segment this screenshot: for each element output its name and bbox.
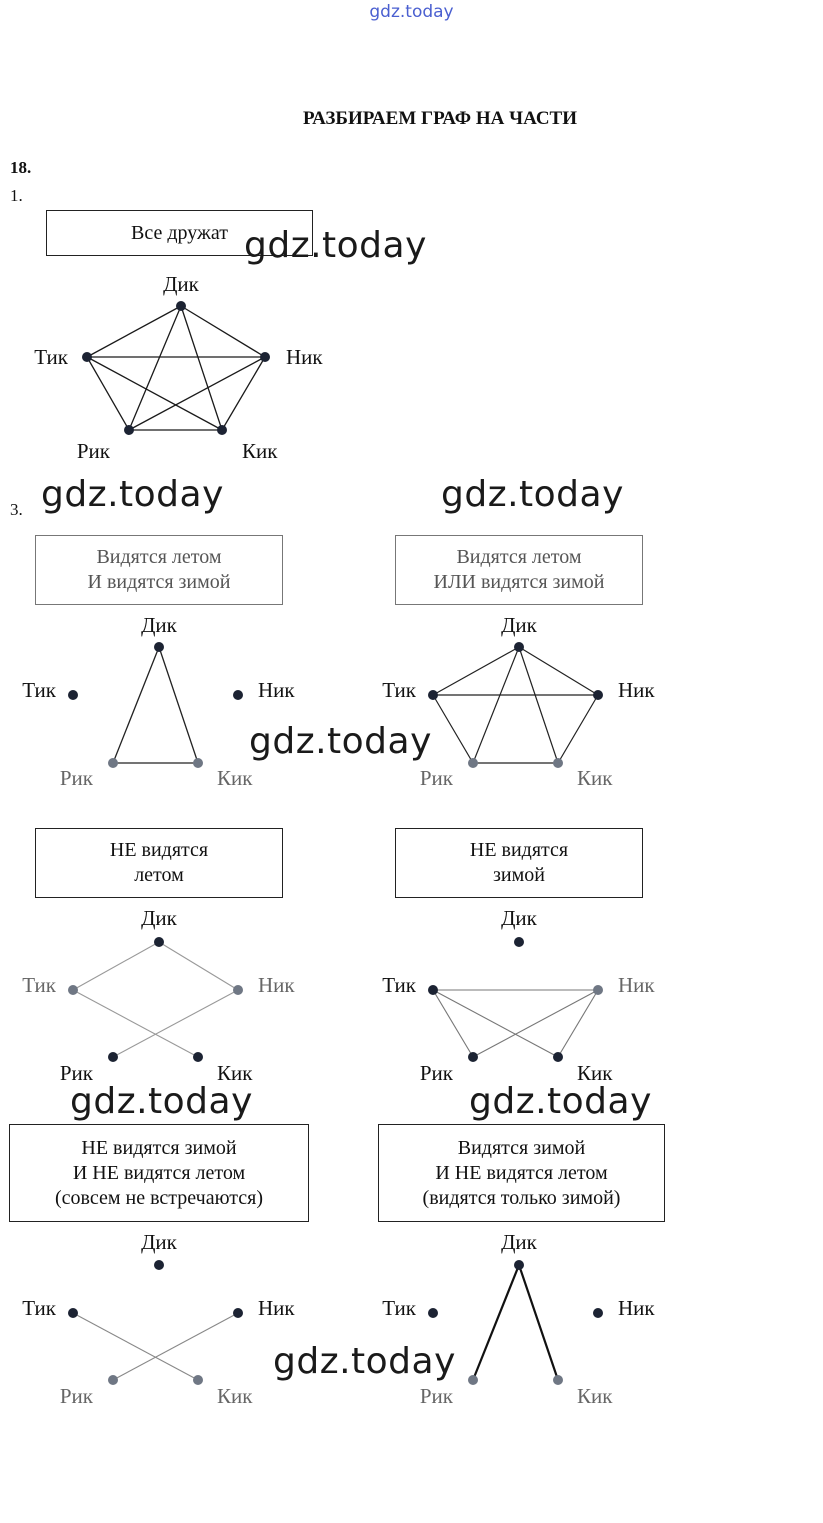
edge-tik-kik [73, 990, 198, 1057]
node-label-nik: Ник [618, 973, 655, 997]
edge-dik-kik [519, 647, 558, 763]
node-rik [468, 1052, 478, 1062]
node-rik [108, 758, 118, 768]
caption-line: Видятся летом [456, 546, 582, 568]
node-rik [108, 1375, 118, 1385]
part-1-label: 1. [10, 186, 23, 205]
caption-line: И НЕ видятся летом [72, 1161, 246, 1184]
watermark: gdz.today [273, 1341, 456, 1382]
part-3-label: 3. [10, 500, 23, 519]
node-label-tik: Тик [382, 678, 416, 702]
node-dik [176, 301, 186, 311]
node-dik [154, 1260, 164, 1270]
edge-dik-nik [181, 306, 265, 357]
edge-nik-rik [113, 990, 238, 1057]
node-label-tik: Тик [382, 1296, 416, 1320]
node-label-dik: Дик [141, 1230, 177, 1254]
page-title: РАЗБИРАЕМ ГРАФ НА ЧАСТИ [302, 108, 578, 129]
edge-dik-rik [129, 306, 181, 430]
edge-tik-rik [433, 990, 473, 1057]
node-label-nik: Ник [286, 345, 323, 369]
caption-line: НЕ видятся [109, 839, 209, 861]
node-label-nik: Ник [258, 973, 295, 997]
node-tik [428, 985, 438, 995]
node-label-rik: Рик [59, 1061, 93, 1085]
node-label-rik: Рик [419, 1061, 453, 1085]
node-label-nik: Ник [258, 1296, 295, 1320]
node-kik [193, 1052, 203, 1062]
node-label-dik: Дик [501, 906, 537, 930]
node-dik [514, 1260, 524, 1270]
node-kik [553, 1052, 563, 1062]
site-header[interactable]: gdz.today [369, 2, 454, 22]
edge-nik-rik [113, 1313, 238, 1380]
node-label-rik: Рик [76, 439, 110, 463]
edge-dik-rik [113, 647, 159, 763]
node-label-nik: Ник [618, 1296, 655, 1320]
node-rik [468, 1375, 478, 1385]
node-label-dik: Дик [501, 613, 537, 637]
graph-1 [34, 272, 323, 463]
node-kik [553, 758, 563, 768]
node-label-tik: Тик [22, 973, 56, 997]
node-tik [68, 690, 78, 700]
watermark: gdz.today [249, 721, 432, 762]
node-label-kik: Кик [577, 1061, 613, 1085]
problem-number: 18. [10, 158, 32, 177]
node-label-dik: Дик [163, 272, 199, 296]
watermark: gdz.today [70, 1081, 253, 1122]
watermark: gdz.today [244, 225, 427, 266]
edge-nik-kik [558, 990, 598, 1057]
node-tik [68, 985, 78, 995]
node-label-dik: Дик [501, 1230, 537, 1254]
node-nik [233, 985, 243, 995]
node-rik [108, 1052, 118, 1062]
graph-2 [22, 613, 295, 790]
node-dik [514, 937, 524, 947]
edge-dik-tik [433, 647, 519, 695]
node-kik [553, 1375, 563, 1385]
caption-line: летом [134, 864, 184, 886]
edge-dik-kik [519, 1265, 558, 1380]
node-nik [233, 1308, 243, 1318]
node-label-kik: Кик [577, 766, 613, 790]
caption-line: (видятся только зимой) [422, 1186, 621, 1209]
node-label-rik: Рик [59, 1384, 93, 1408]
graph-3 [382, 613, 655, 790]
caption-line: НЕ видятся зимой [81, 1136, 237, 1159]
watermark: gdz.today [469, 1081, 652, 1122]
edge-tik-rik [433, 695, 473, 763]
node-kik [217, 425, 227, 435]
edge-dik-tik [73, 942, 159, 990]
caption-line: Все дружат [131, 221, 228, 244]
edge-nik-rik [473, 990, 598, 1057]
node-nik [593, 690, 603, 700]
node-dik [154, 937, 164, 947]
node-label-nik: Ник [258, 678, 295, 702]
node-tik [428, 690, 438, 700]
edge-nik-rik [129, 357, 265, 430]
watermark: gdz.today [441, 474, 624, 515]
node-kik [193, 758, 203, 768]
caption-line: И видятся зимой [87, 571, 231, 593]
caption-line: И НЕ видятся летом [435, 1161, 608, 1184]
node-label-dik: Дик [141, 906, 177, 930]
graph-6 [22, 1230, 295, 1408]
caption-line: (совсем не встречаются) [55, 1186, 263, 1209]
node-label-kik: Кик [217, 766, 253, 790]
graph-4 [22, 906, 295, 1085]
node-label-tik: Тик [34, 345, 68, 369]
node-label-tik: Тик [382, 973, 416, 997]
node-label-dik: Дик [141, 613, 177, 637]
edge-tik-kik [433, 990, 558, 1057]
node-nik [260, 352, 270, 362]
caption-line: НЕ видятся [469, 839, 569, 861]
node-kik [193, 1375, 203, 1385]
node-label-tik: Тик [22, 1296, 56, 1320]
node-rik [124, 425, 134, 435]
caption-line: Видятся зимой [457, 1136, 586, 1159]
node-tik [68, 1308, 78, 1318]
edge-dik-kik [159, 647, 198, 763]
node-dik [154, 642, 164, 652]
watermark: gdz.today [41, 474, 224, 515]
caption-line: Видятся летом [96, 546, 222, 568]
node-nik [593, 985, 603, 995]
edge-dik-tik [87, 306, 181, 357]
edge-dik-rik [473, 1265, 519, 1380]
graph-5 [382, 906, 655, 1085]
node-label-rik: Рик [419, 1384, 453, 1408]
node-label-kik: Кик [577, 1384, 613, 1408]
node-label-nik: Ник [618, 678, 655, 702]
caption-line: зимой [493, 864, 545, 886]
edge-dik-nik [159, 942, 238, 990]
node-tik [428, 1308, 438, 1318]
edge-dik-rik [473, 647, 519, 763]
node-label-kik: Кик [217, 1384, 253, 1408]
node-label-rik: Рик [59, 766, 93, 790]
edge-tik-kik [73, 1313, 198, 1380]
edge-nik-kik [558, 695, 598, 763]
caption-line: ИЛИ видятся зимой [433, 571, 605, 593]
edge-dik-nik [519, 647, 598, 695]
node-nik [233, 690, 243, 700]
node-label-kik: Кик [242, 439, 278, 463]
node-dik [514, 642, 524, 652]
node-label-tik: Тик [22, 678, 56, 702]
node-nik [593, 1308, 603, 1318]
node-label-rik: Рик [419, 766, 453, 790]
node-tik [82, 352, 92, 362]
node-rik [468, 758, 478, 768]
node-label-kik: Кик [217, 1061, 253, 1085]
